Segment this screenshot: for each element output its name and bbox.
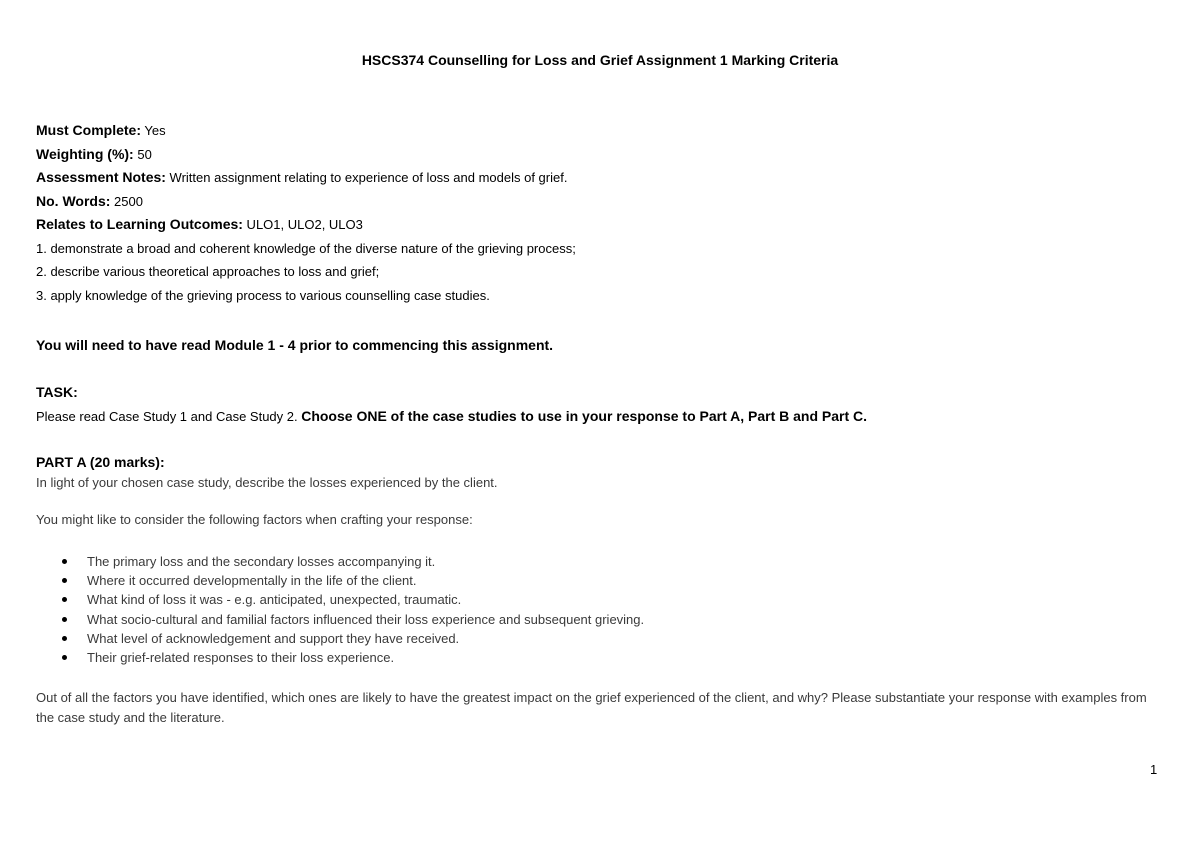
outcome-item: 3. apply knowledge of the grieving process to various counselling case studies.: [36, 287, 490, 303]
list-item: [36, 648, 1136, 667]
list-item: [36, 590, 1136, 609]
assessment-meta: [36, 119, 1166, 307]
meta-label: Must Complete:: [36, 122, 141, 138]
page-number: 1: [1150, 762, 1158, 777]
bullet-icon: [62, 597, 67, 602]
meta-weighting: [36, 143, 1166, 167]
outcome-item: 2. describe various theoretical approaches to loss and grief;: [36, 264, 380, 279]
meta-assessment-notes: [36, 166, 1166, 190]
meta-label: No. Words:: [36, 192, 111, 209]
task-text-plain: Please read Case Study 1 and Case Study 2.: [36, 408, 302, 424]
list-item: [36, 629, 1136, 648]
list-item-text: What kind of loss it was - e.g. anticipated, unexpected, traumatic.: [87, 592, 462, 608]
bullet-icon: [62, 559, 67, 564]
meta-word-count: [36, 190, 1166, 214]
meta-label: Assessment Notes:: [36, 169, 166, 185]
bullet-icon: [62, 636, 67, 641]
task-text: [36, 405, 1166, 429]
bullet-icon: [62, 655, 67, 660]
list-item-text: Their grief-related responses to their loss experience.: [87, 649, 395, 665]
meta-label: Weighting (%):: [36, 145, 134, 162]
list-item-text: The primary loss and the secondary losses accompanying it.: [87, 554, 436, 569]
meta-value: Written assignment relating to experience of loss and models of grief.: [165, 170, 568, 185]
bullet-icon: [62, 617, 67, 622]
list-item: [36, 571, 1136, 590]
list-item-text: Where it occurred developmentally in the life of the client.: [87, 573, 417, 589]
part-a-section: [36, 452, 1166, 530]
factor-list: [36, 552, 1136, 667]
bullet-icon: [62, 578, 67, 583]
meta-value: 50: [133, 146, 152, 162]
meta-learning-outcomes: [36, 213, 1166, 237]
part-a-intro: In light of your chosen case study, describe the losses experienced by the client.: [36, 475, 498, 490]
meta-value: Yes: [141, 123, 166, 138]
part-a-closing: Out of all the factors you have identified, which ones are likely to have the greatest impact on the grief experienced of the client, and why? Please substantiate your response with examples from the case study and the literature.: [36, 690, 1147, 725]
part-a-consider: You might like to consider the following factors when crafting your response:: [36, 512, 473, 527]
list-item-text: What socio-cultural and familial factors influenced their loss experience and subsequent grieving.: [87, 611, 645, 627]
module-note: You will need to have read Module 1 - 4 prior to commencing this assignment.: [36, 337, 554, 353]
meta-value: ULO1, ULO2, ULO3: [242, 217, 363, 232]
document-title: HSCS374 Counselling for Loss and Grief Assignment 1 Marking Criteria: [361, 52, 839, 68]
list-item: [36, 552, 1136, 571]
part-a-heading: PART A (20 marks):: [36, 454, 165, 470]
task-text-bold: Choose ONE of the case studies to use in your response to Part A, Part B and Part C.: [301, 407, 868, 424]
list-item-text: What level of acknowledgement and support they have received.: [87, 630, 460, 646]
meta-label: Relates to Learning Outcomes:: [36, 216, 243, 232]
task-heading: TASK:: [36, 384, 78, 400]
meta-must-complete: [36, 119, 1166, 143]
task-section: [36, 381, 1166, 428]
list-item: [36, 610, 1136, 629]
outcome-item: 1. demonstrate a broad and coherent knowledge of the diverse nature of the grieving process;: [36, 240, 576, 256]
meta-value: 2500: [110, 193, 143, 209]
